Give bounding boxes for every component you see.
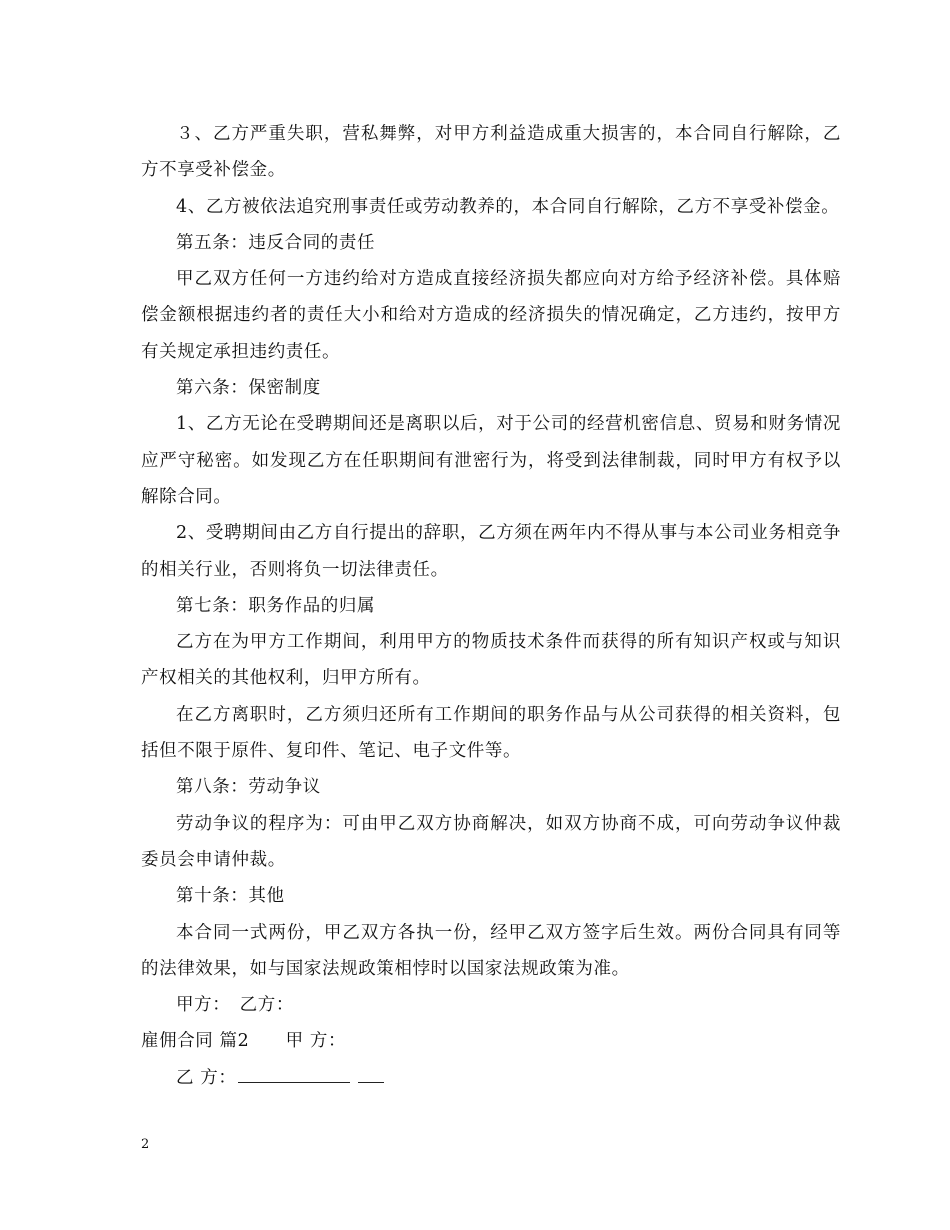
- clause-paragraph: 本合同一式两份，甲乙双方各执一份，经甲乙双方签字后生效。两份合同具有同等的法律效果，如与国家法规政策相悖时以国家法规政策为准。: [141, 922, 841, 979]
- page-number: 2: [141, 1137, 150, 1152]
- clause-paragraph: ３、乙方严重失职，营私舞弊，对甲方利益造成重大损害的，本合同自行解除，乙方不享受补偿金。: [141, 124, 841, 181]
- signature-blank-long: [238, 1066, 350, 1083]
- clause-paragraph: 在乙方离职时，乙方须归还所有工作期间的职务作品与从公司获得的相关资料，包括但不限于原件、复印件、笔记、电子文件等。: [141, 704, 841, 762]
- party-b-line: [141, 1060, 841, 1096]
- clause-paragraph: 2、受聘期间由乙方自行提出的辞职，乙方须在两年内不得从事与本公司业务相竞争的相关行业，否则将负一切法律责任。: [141, 523, 841, 580]
- signature-parties-line: 甲方： 乙方：: [176, 995, 294, 1016]
- section-heading: 第五条：违反合同的责任: [176, 232, 376, 253]
- section-heading: 第八条：劳动争议: [176, 777, 321, 798]
- clause-paragraph: 劳动争议的程序为：可由甲乙双方协商解决，如双方协商不成，可向劳动争议仲裁委员会申请仲裁。: [141, 813, 841, 870]
- clause-paragraph: 乙方在为甲方工作期间，利用甲方的物质技术条件而获得的所有知识产权或与知识产权相关的其他权利，归甲方所有。: [141, 632, 841, 689]
- section-heading: 第十条：其他: [176, 886, 285, 907]
- section-heading: 第六条：保密制度: [176, 378, 321, 399]
- clause-paragraph: 1、乙方无论在受聘期间还是离职以后，对于公司的经营机密信息、贸易和财务情况应严守秘密。如发现乙方在任职期间有泄密行为，将受到法律制裁，同时甲方有权予以解除合同。: [141, 414, 841, 507]
- section-heading: 第七条：职务作品的归属: [176, 595, 376, 616]
- party-b-label: 乙 方：: [176, 1067, 237, 1088]
- next-contract-heading: 雇佣合同 篇2 甲 方：: [141, 1031, 347, 1052]
- signature-blank-short: [358, 1066, 384, 1083]
- contract-body: [141, 116, 841, 1096]
- clause-paragraph: 4、乙方被依法追究刑事责任或劳动教养的，本合同自行解除，乙方不享受补偿金。: [176, 196, 840, 217]
- clause-paragraph: 甲乙双方任何一方违约给对方造成直接经济损失都应向对方给予经济补偿。具体赔偿金额根据违约者的责任大小和给对方造成的经济损失的情况确定，乙方违约，按甲方有关规定承担违约责任。: [141, 269, 841, 362]
